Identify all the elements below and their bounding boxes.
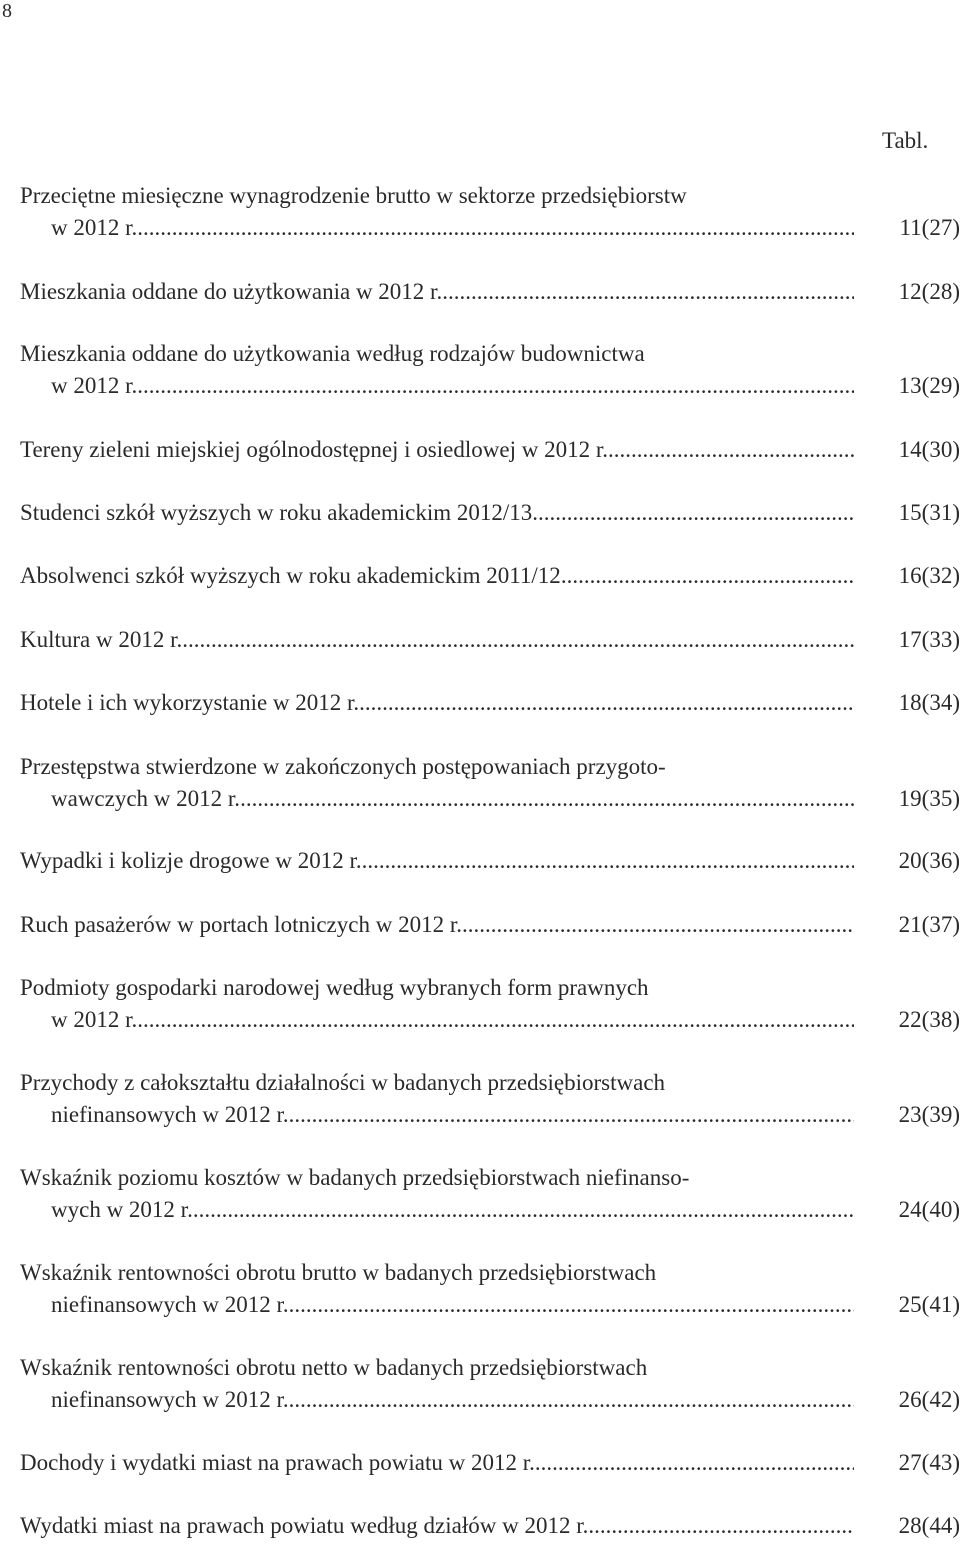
dot-leader [289, 1099, 854, 1131]
toc-entry-title: Hotele i ich wykorzystanie w 2012 r. [20, 690, 360, 715]
toc-page-ref[interactable]: 28(44) [898, 1513, 960, 1538]
dot-leader [182, 624, 854, 656]
toc-entry[interactable] [20, 1257, 960, 1321]
toc-entry-title-continued: niefinansowych w 2012 r. [51, 1292, 289, 1317]
dot-leader [442, 276, 854, 308]
toc-entry[interactable] [20, 687, 960, 719]
dot-leader [532, 497, 854, 529]
toc-entry-title-continued: niefinansowych w 2012 r. [51, 1387, 289, 1412]
dot-leader [462, 909, 854, 941]
toc-page-ref[interactable]: 13(29) [898, 373, 960, 398]
toc-page-ref[interactable]: 12(28) [898, 279, 960, 304]
toc-entry[interactable] [20, 497, 960, 529]
toc-page-ref[interactable]: 19(35) [898, 786, 960, 811]
toc-entry-title: Studenci szkół wyższych w roku akademickim 2012/13 [20, 500, 533, 525]
toc-entry-title: Ruch pasażerów w portach lotniczych w 2012 r. [20, 912, 462, 937]
dot-leader [137, 212, 854, 244]
toc-entry-title: Wskaźnik poziomu kosztów w badanych przedsiębiorstwach niefinanso- [20, 1165, 690, 1190]
dot-leader [561, 560, 854, 592]
dot-leader [137, 370, 854, 402]
dot-leader [362, 845, 854, 877]
toc-entry-title: Dochody i wydatki miast na prawach powiatu w 2012 r. [20, 1450, 535, 1475]
toc-entry-title: Wskaźnik rentowności obrotu netto w badanych przedsiębiorstwach [20, 1355, 648, 1380]
toc-entry-title-continued: wych w 2012 r. [51, 1197, 193, 1222]
toc-entry[interactable] [20, 276, 960, 308]
toc-entry-title: Przeciętne miesięczne wynagrodzenie brutto w sektorze przedsiębiorstw [20, 183, 687, 208]
toc-page-ref[interactable]: 25(41) [898, 1292, 960, 1317]
toc-entry[interactable] [20, 560, 960, 592]
toc-page-ref[interactable]: 18(34) [898, 690, 960, 715]
dot-leader [588, 1510, 854, 1542]
toc-entry[interactable] [20, 434, 960, 466]
toc-entry-title-continued: niefinansowych w 2012 r. [51, 1102, 289, 1127]
toc-entry-title: Kultura w 2012 r. [20, 627, 183, 652]
toc-page-ref[interactable]: 11(27) [899, 215, 960, 240]
dot-leader [137, 1004, 854, 1036]
toc-page-ref[interactable]: 23(39) [898, 1102, 960, 1127]
toc-entry-title: Wydatki miast na prawach powiatu według działów w 2012 r. [20, 1513, 589, 1538]
dot-leader [535, 1447, 854, 1479]
toc-entry[interactable] [20, 845, 960, 877]
toc-entry-title: Absolwenci szkół wyższych w roku akademickim 2011/12 [20, 563, 561, 588]
toc-entry-title: Przychody z całokształtu działalności w badanych przedsiębiorstwach [20, 1070, 666, 1095]
toc-entry-title: Wypadki i kolizje drogowe w 2012 r. [20, 848, 362, 873]
toc-page-ref[interactable]: 21(37) [898, 912, 960, 937]
toc-page-ref[interactable]: 20(36) [898, 848, 960, 873]
toc-entry[interactable] [20, 1352, 960, 1416]
page-number: 8 [2, 0, 12, 22]
toc-entry[interactable] [20, 1510, 960, 1542]
toc-page-ref[interactable]: 22(38) [898, 1007, 960, 1032]
toc-entry-title: Przestępstwa stwierdzone w zakończonych postępowaniach przygoto- [20, 754, 666, 779]
toc-page-ref[interactable]: 15(31) [898, 500, 960, 525]
dot-leader [359, 687, 854, 719]
toc-entry-title: Wskaźnik rentowności obrotu brutto w badanych przedsiębiorstwach [20, 1260, 657, 1285]
toc-entry[interactable] [20, 751, 960, 815]
dot-leader [193, 1194, 854, 1226]
dot-leader [240, 783, 854, 815]
toc-page-ref[interactable]: 17(33) [898, 627, 960, 652]
toc-entry-title: Tereny zieleni miejskiej ogólnodostępnej i osiedlowej w 2012 r. [20, 437, 608, 462]
toc-entry[interactable] [20, 624, 960, 656]
toc-page-ref[interactable]: 27(43) [898, 1450, 960, 1475]
toc-entry[interactable] [20, 180, 960, 244]
toc-entry-title-continued: wawczych w 2012 r. [51, 786, 241, 811]
toc-page-ref[interactable]: 26(42) [898, 1387, 960, 1412]
toc-entry-title-continued: w 2012 r. [51, 373, 138, 398]
toc-entry[interactable] [20, 972, 960, 1036]
dot-leader [608, 434, 854, 466]
toc-page-ref[interactable]: 16(32) [898, 563, 960, 588]
toc-entry-title-continued: w 2012 r. [51, 215, 138, 240]
toc-entry[interactable] [20, 338, 960, 402]
toc-entry[interactable] [20, 1162, 960, 1226]
toc-entry-title: Podmioty gospodarki narodowej według wybranych form prawnych [20, 975, 649, 1000]
toc-entry-title: Mieszkania oddane do użytkowania w 2012 r. [20, 279, 443, 304]
toc-entry[interactable] [20, 1447, 960, 1479]
toc-entry-title: Mieszkania oddane do użytkowania według rodzajów budownictwa [20, 341, 645, 366]
tabl-column-header: Tabl. [882, 128, 929, 153]
toc-page-ref[interactable]: 24(40) [898, 1197, 960, 1222]
toc-page-ref[interactable]: 14(30) [898, 437, 960, 462]
toc-entry[interactable] [20, 909, 960, 941]
toc-entry[interactable] [20, 1067, 960, 1131]
dot-leader [289, 1384, 854, 1416]
dot-leader [289, 1289, 854, 1321]
toc-entry-title-continued: w 2012 r. [51, 1007, 138, 1032]
